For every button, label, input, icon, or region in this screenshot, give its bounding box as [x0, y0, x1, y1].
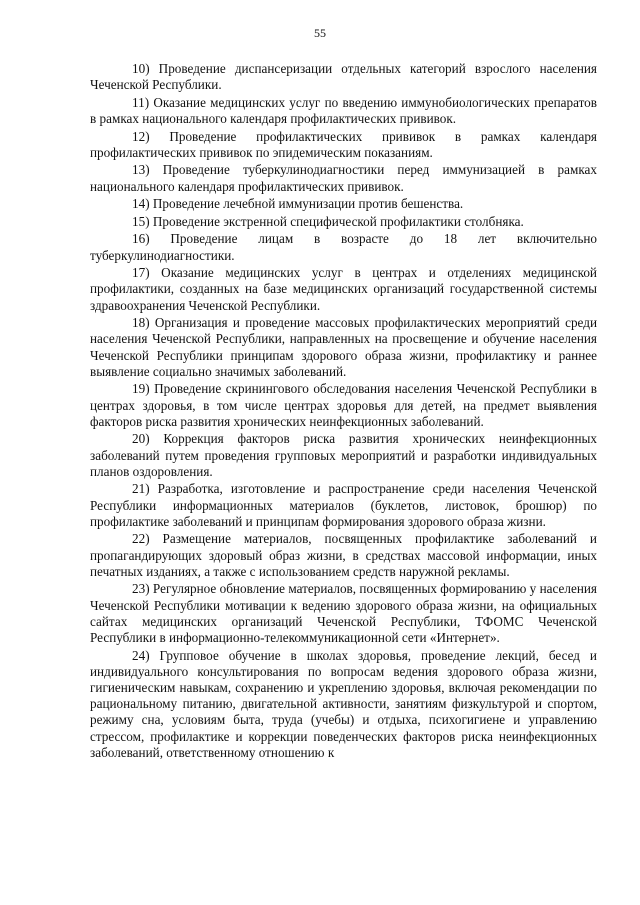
paragraph-item-18: 18) Организация и проведение массовых профилактических мероприятий среди населения Чеченской Республики, направленных на просвещение и обучение населения Чеченской Республики принципам здорового образа жизни, профилактику и раннее выявление социально значимых заболеваний. [90, 315, 597, 379]
document-body [90, 61, 597, 762]
paragraph-item-24: 24) Групповое обучение в школах здоровья, проведение лекций, бесед и индивидуального консультирования по вопросам ведения здорового образа жизни, гигиеническим навыкам, сохранению и укреплению здоровья, включая рекомендации по рациональному питанию, двигательной активности, занятиям физкультурой и спортом, режиму сна, условиям быта, труда (учебы) и отдыха, психогигиене и управлению стрессом, профилактике и коррекции поведенческих факторов риска неинфекционных заболеваний, ответственному отношению к [90, 647, 597, 760]
paragraph-item-15: 15) Проведение экстренной специфической профилактики столбняка. [132, 213, 524, 229]
paragraph-item-21: 21) Разработка, изготовление и распространение среди населения Чеченской Республики информационных материалов (буклетов, листовок, брошюр) по профилактике заболеваний и принципам формирования здорового образа жизни. [90, 481, 597, 529]
paragraph-item-20: 20) Коррекция факторов риска развития хронических неинфекционных заболеваний путем проведения групповых мероприятий и разработки индивидуальных планов оздоровления. [90, 431, 597, 479]
paragraph-item-11: 11) Оказание медицинских услуг по введению иммунобиологических препаратов в рамках национального календаря профилактических прививок. [90, 94, 597, 126]
page-number: 55 [314, 26, 326, 40]
paragraph-item-12: 12) Проведение профилактических прививок в рамках календаря профилактических прививок по эпидемическим показаниям. [90, 128, 597, 160]
paragraph-item-19: 19) Проведение скринингового обследования населения Чеченской Республики в центрах здоровья, в том числе центрах здоровья для детей, на предмет выявления факторов риска развития хронических неинфекционных заболеваний. [90, 381, 597, 429]
paragraph-item-17: 17) Оказание медицинских услуг в центрах и отделениях медицинской профилактики, созданных на базе медицинских организаций государственной системы здравоохранения Чеченской Республики. [90, 265, 597, 313]
paragraph-item-13: 13) Проведение туберкулинодиагностики перед иммунизацией в рамках национального календаря профилактических прививок. [90, 162, 597, 194]
paragraph-item-23: 23) Регулярное обновление материалов, посвященных формированию у населения Чеченской Республики мотивации к ведению здорового образа жизни, на официальных сайтах медицинских организаций Чеченской Республики, ТФОМС Чеченской Республики в информационно-телекоммуникационной сети «Интернет». [90, 581, 597, 645]
paragraph-item-16: 16) Проведение лицам в возрасте до 18 лет включительно туберкулинодиагностики. [90, 231, 597, 263]
paragraph-item-22: 22) Размещение материалов, посвященных профилактике заболеваний и пропагандирующих здоровый образ жизни, в средствах массовой информации, иных печатных изданиях, а также с использованием средств наружной рекламы. [90, 531, 597, 579]
paragraph-item-10: 10) Проведение диспансеризации отдельных категорий взрослого населения Чеченской Республики. [90, 61, 597, 93]
paragraph-item-14: 14) Проведение лечебной иммунизации против бешенства. [132, 196, 464, 212]
